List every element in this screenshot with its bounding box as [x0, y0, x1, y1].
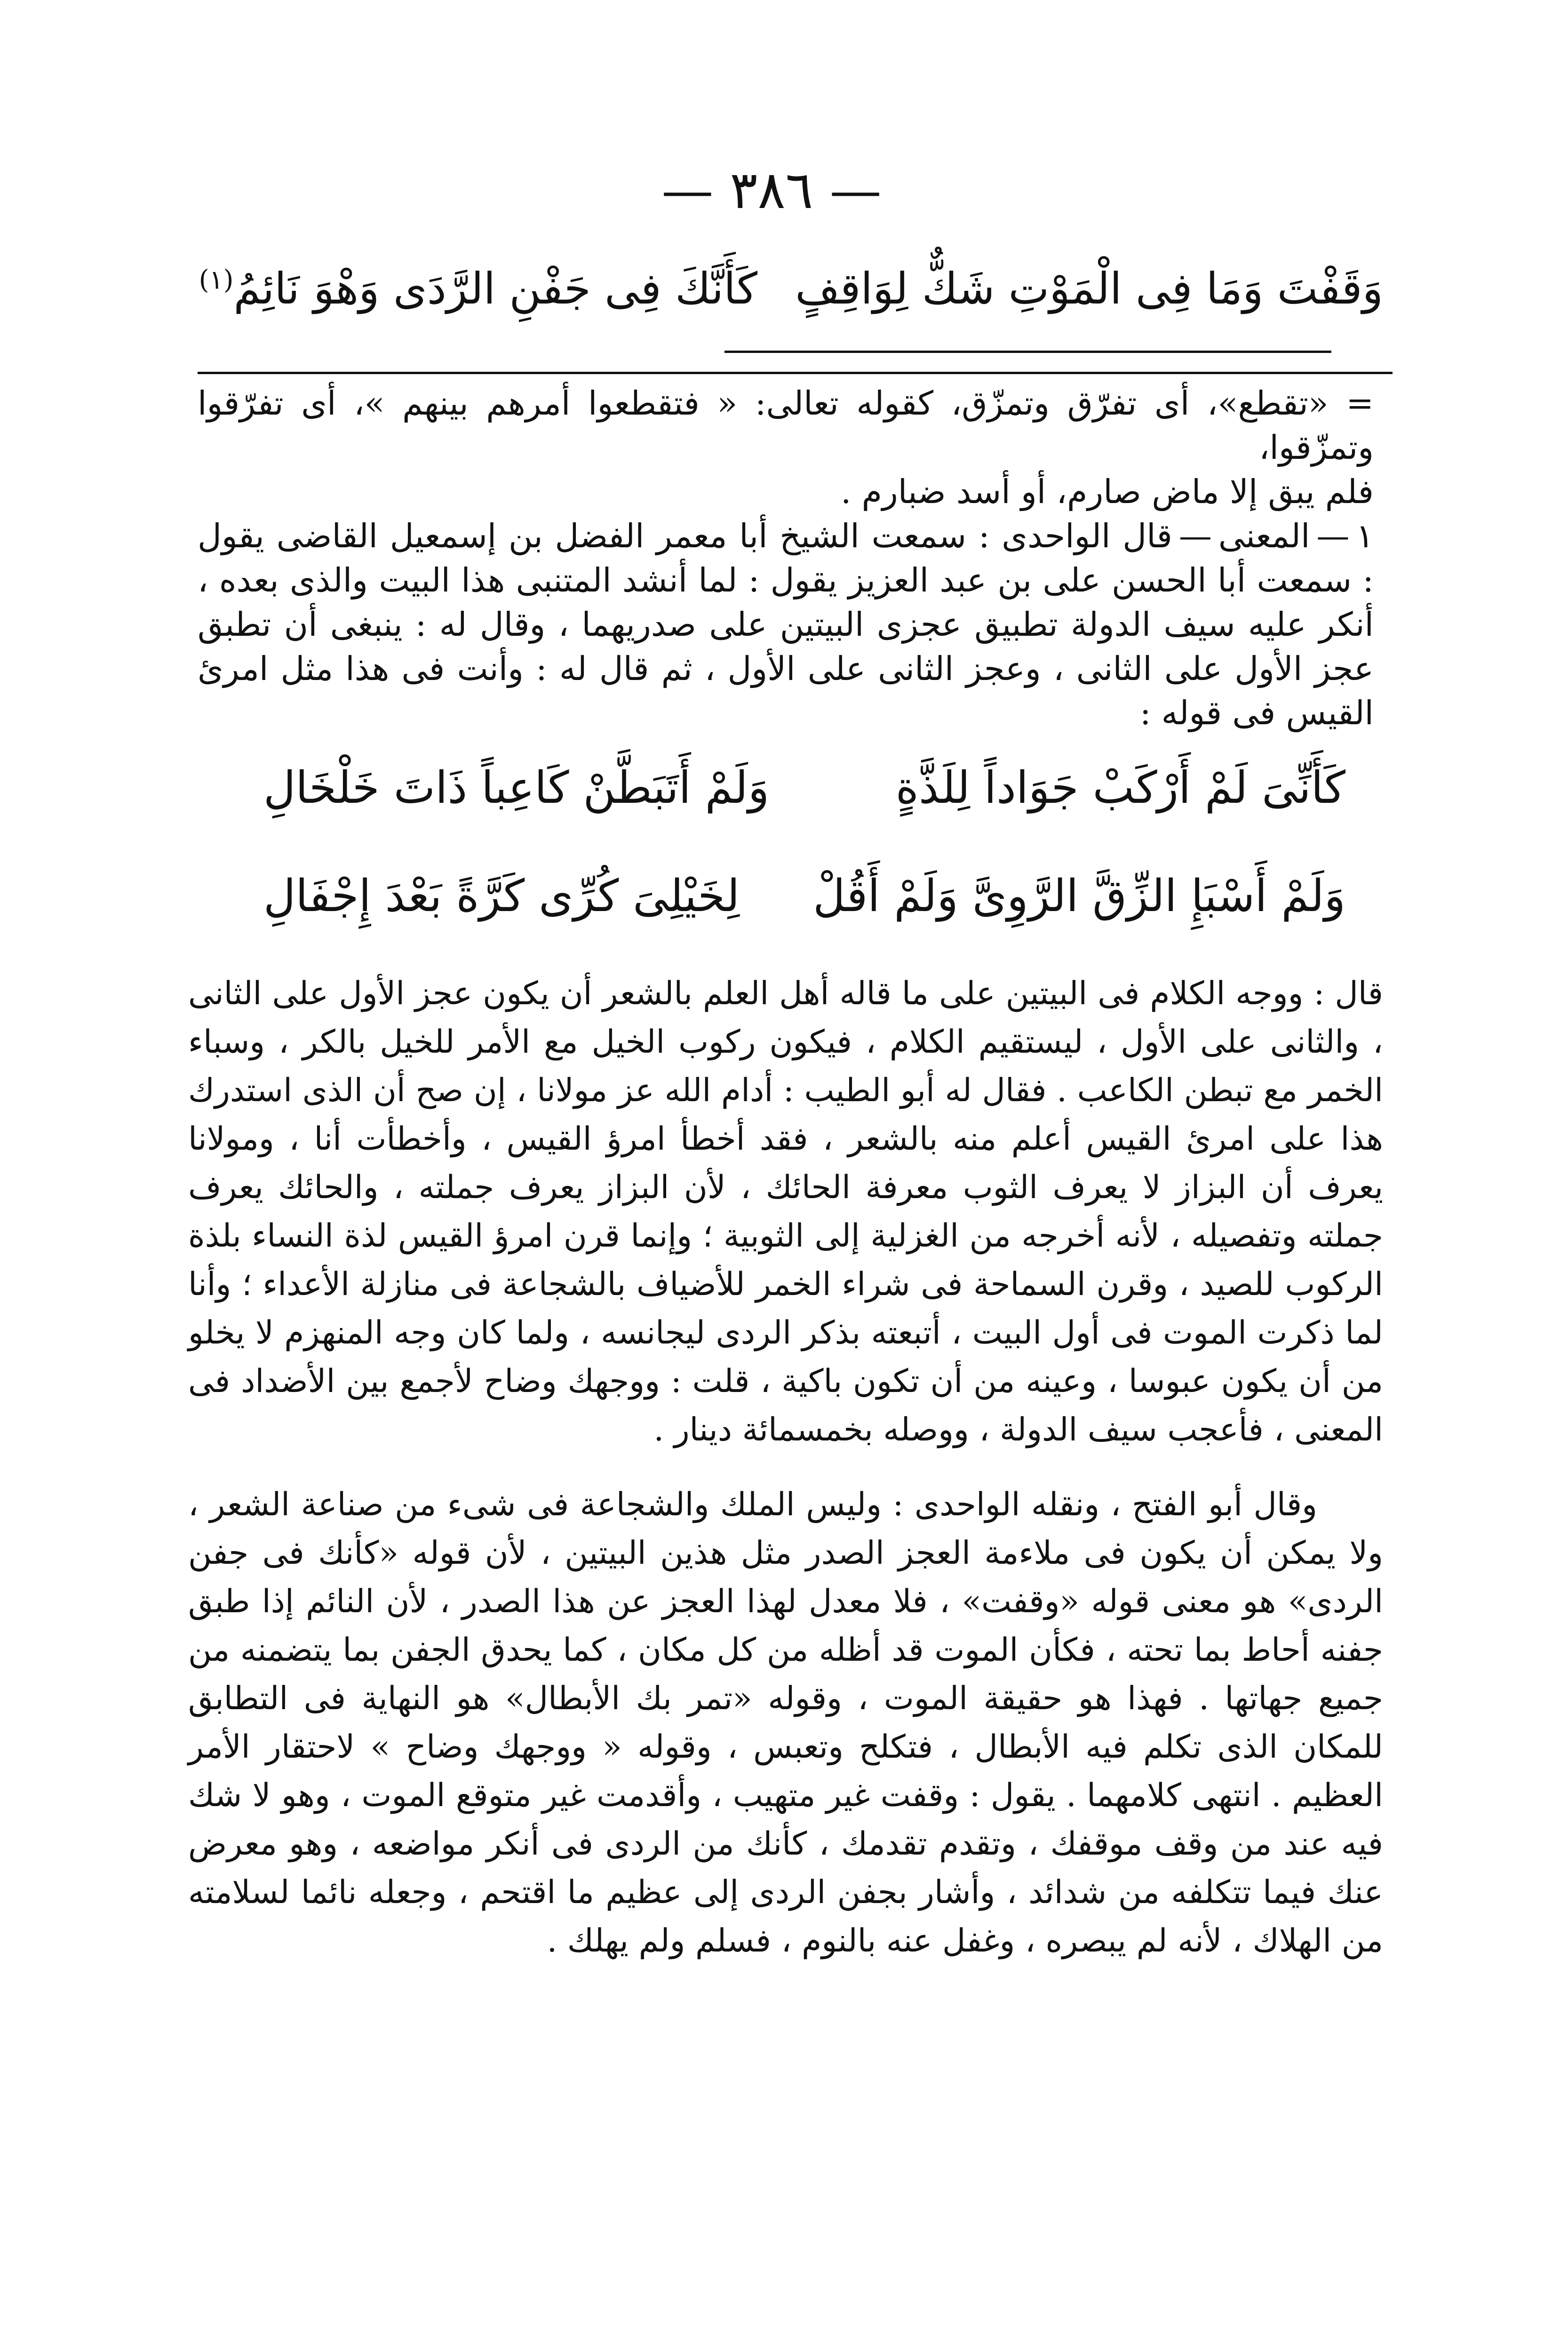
main-verse: [179, 245, 1383, 348]
body-paragraph-1: قال : ووجه الكلام فى البيتين على ما قاله أهل العلم بالشعر أن يكون عجز الأول على الثانى ، والثانى على الأول ، ليستقيم الكلام ، فيكون ركوب الخيل مع الأمر للخيل بالكر ، وسباء الخمر مع تبطن الكاعب . فقال له أبو الطيب : أدام الله عز مولانا ، إن صح أن الذى استدرك هذا على امرئ القيس أعلم منه بالشعر ، فقد أخطأ امرؤ القيس ، وأخطأت أنا ، ومولانا يعرف أن البزاز لا يعرف الثوب معرفة الحائك ، لأن البزاز يعرف جملته ، والحائك يعرف جملته وتفصيله ، لأنه أخرجه من الغزلية إلى الثوبية ؛ وإنما قرن امرؤ القيس لذة النساء بلذة الركوب للصيد ، وقرن السماحة فى شراء الخمر للأضياف بالشجاعة فى منازلة الأعداء ؛ وأنا لما ذكرت الموت فى أول البيت ، أتبعته بذكر الردى ليجانسه ، ولما كان وجه المنهزم لا يخلو من أن يكون عبوسا ، وعينه من أن تكون باكية ، قلت : ووجهك وضاح لأجمع بين الأضداد فى المعنى ، فأعجب سيف الدولة ، ووصله بخمسمائة دينار .: [188, 975, 1383, 1448]
quoted-verse-hemistich-1: وَلَمْ أَسْبَإِ الزِّقَّ الرَّوِىَّ وَلَمْ أَقُلْ: [813, 871, 1345, 922]
commentary-note: ١—المعنى—قال الواحدى : سمعت الشيخ أبا معمر الفضل بن إسمعيل القاضى يقول : سمعت أبا الحسن على بن عبد العزيز يقول : لما أنشد المتنبى هذا البيت والذى بعده ، أنكر عليه سيف الدولة تطبيق عجزى البيتين على صدريهما ، وقال له : ينبغى أن تطبق عجز الأول على الثانى ، وعجز الثانى على الأول ، ثم قال له : وأنت فى هذا مثل امرئ القيس فى قوله :: [198, 517, 1374, 732]
footnote-separator: [198, 372, 1393, 374]
footnote-commentary: [198, 381, 1374, 735]
footnote-marker: (١): [199, 264, 234, 296]
note-text: قال الواحدى : سمعت الشيخ أبا معمر الفضل بن إسمعيل القاضى يقول : سمعت أبا الحسن على بن عبد العزيز يقول : لما أنشد المتنبى هذا البيت والذى بعده ، أنكر عليه سيف الدولة تطبيق عجزى البيتين على صدريهما ، وقال له : ينبغى أن تطبق عجز الأول على الثانى ، وعجز الثانى على الأول ، ثم قال له : وأنت فى هذا مثل امرئ القيس فى قوله :: [198, 517, 1374, 732]
verse-underline: [724, 351, 1331, 353]
page-number: — ٣٨٦ —: [661, 160, 882, 220]
quoted-verse-hemistich-2: لِخَيْلِىَ كُرِّى كَرَّةً بَعْدَ إِجْفَالِ: [263, 871, 740, 922]
quoted-verse: [263, 871, 1345, 979]
quoted-verse-hemistich-1: كَأَنِّىَ لَمْ أَرْكَبْ جَوَاداً لِلَذَّةٍ: [895, 762, 1345, 814]
commentary-line-1: = «تقطع»، أى تفرّق وتمزّق، كقوله تعالى: « فتقطعوا أمرهم بينهم »، أى تفرّقوا وتمزّقوا،: [198, 384, 1374, 467]
commentary-line-2: فلم يبق إلا ماض صارم، أو أسد ضبارم .: [841, 472, 1374, 511]
main-verse-hemistich-1: وَقَفْتَ وَمَا فِى الْمَوْتِ شَكٌّ لِوَاقِفٍ: [795, 264, 1383, 314]
quoted-verse: [263, 762, 1345, 871]
note-number: ١: [1356, 517, 1374, 555]
quoted-verse-hemistich-2: وَلَمْ أَتَبَطَّنْ كَاعِباً ذَاتَ خَلْخَالِ: [263, 762, 770, 814]
quoted-verses: [263, 762, 1345, 979]
body-paragraph-2: وقال أبو الفتح ، ونقله الواحدى : وليس الملك والشجاعة فى شىء من صناعة الشعر ، ولا يمكن أن يكون فى ملاءمة العجز الصدر مثل هذين البيتين ، لأن قوله «كأنك فى جفن الردى» هو معنى قوله «وقفت» ، فلا معدل لهذا العجز عن هذا الصدر ، لأن النائم إذا طبق جفنه أحاط بما تحته ، فكأن الموت قد أظله من كل مكان ، كما يحدق الجفن بما يتضمنه من جميع جهاتها . فهذا هو حقيقة الموت ، وقوله «تمر بك الأبطال» هو النهاية فى التطابق للمكان الذى تكلم فيه الأبطال ، فتكلح وتعبس ، وقوله « ووجهك وضاح » لاحتقار الأمر العظيم . انتهى كلامهما . يقول : وقفت غير متهيب ، وأقدمت غير متوقع الموت ، وهو لا شك فيه عند من وقف موقفك ، وتقدم تقدمك ، كأنك من الردى فى أنكر مواضعه ، وهو معرض عنك فيما تتكلفه من شدائد ، وأشار بجفن الردى إلى عظيم ما اقتحم ، وجعله نائما لسلامته من الهلاك ، لأنه لم يبصره ، وغفل عنه بالنوم ، فسلم ولم يهلك .: [188, 1486, 1384, 1960]
note-label: المعنى: [1218, 517, 1310, 555]
body-text: [188, 969, 1383, 1965]
main-verse-hemistich-2: كَأَنَّكَ فِى جَفْنِ الرَّدَى وَهْوَ نَائِمُ$^{(١)}$: [199, 264, 757, 314]
